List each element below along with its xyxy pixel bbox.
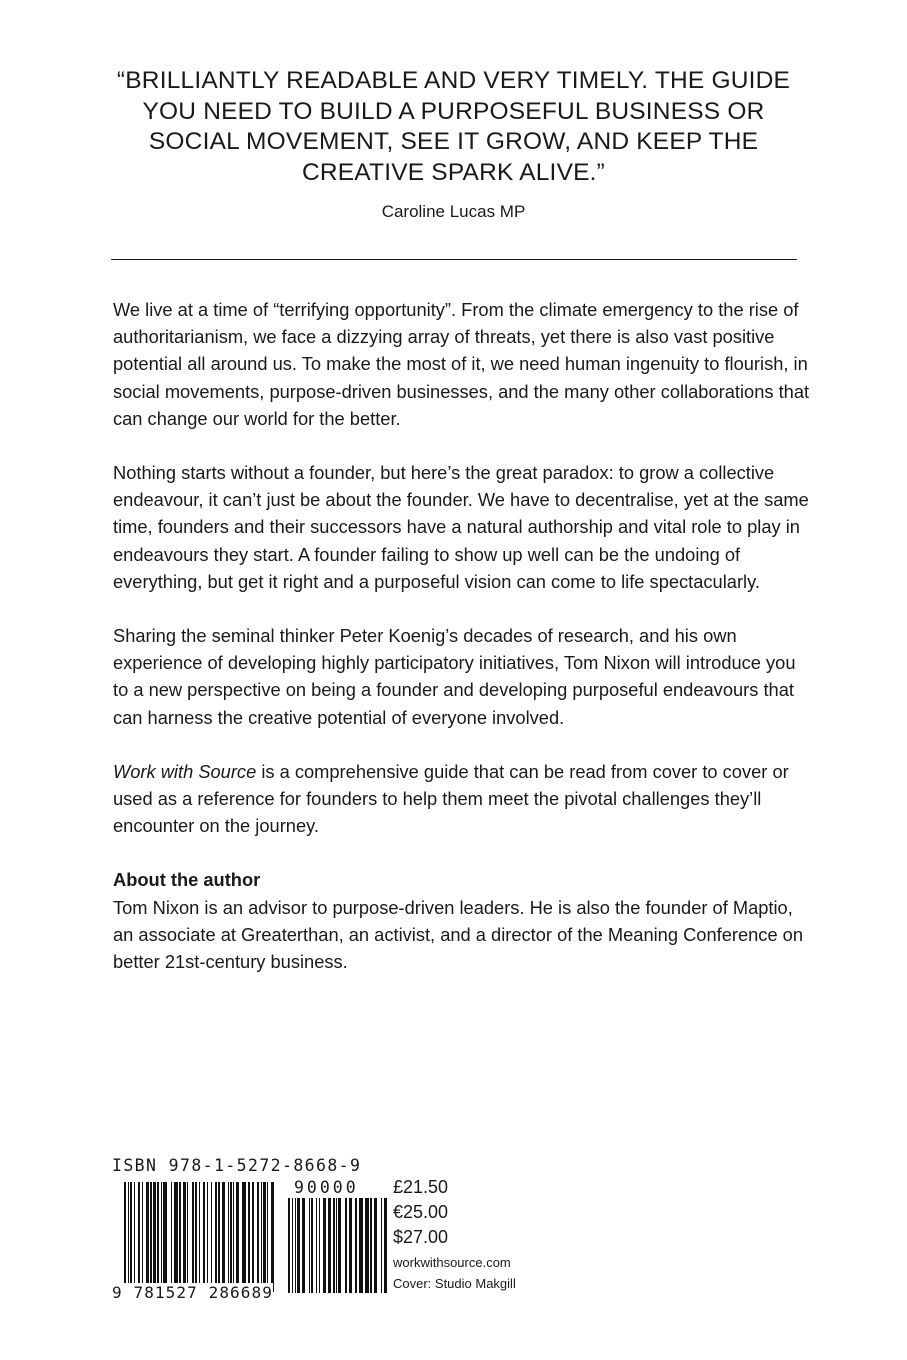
barcode-bar bbox=[161, 1182, 162, 1292]
barcode-bar bbox=[153, 1182, 156, 1292]
barcode-bar bbox=[271, 1182, 274, 1292]
barcode-bar bbox=[311, 1198, 313, 1293]
barcode-bar bbox=[150, 1182, 152, 1292]
barcode-bar bbox=[138, 1182, 140, 1292]
barcode-bar bbox=[142, 1182, 143, 1292]
barcode-bar bbox=[267, 1182, 268, 1292]
barcode-bar bbox=[230, 1182, 232, 1292]
barcode-bar bbox=[333, 1198, 335, 1293]
barcode-bar bbox=[199, 1182, 200, 1292]
blurb-paragraph-4 bbox=[113, 758, 813, 840]
barcode-bar bbox=[157, 1182, 159, 1292]
barcode-bar bbox=[236, 1182, 239, 1292]
ean-digits: 9 781527 286689 bbox=[112, 1283, 273, 1302]
blurb-paragraph-3: Sharing the seminal thinker Peter Koenig’s decades of research, and his own experience of developing highly participatory initiatives, Tom Nixon will introduce you to a new perspective on being a founder and developing purposeful endeavours that can harness the creative potential of everyone involved. bbox=[113, 625, 796, 728]
blurb-paragraph-4-text: is a comprehensive guide that can be read from cover to cover or used as a reference for founders to help them meet the pivotal challenges they’ll encounter on the journey. bbox=[113, 760, 789, 837]
barcode-bar bbox=[263, 1182, 266, 1292]
barcode-bar bbox=[134, 1182, 135, 1292]
barcode-bar bbox=[179, 1182, 181, 1292]
barcode-bar bbox=[328, 1198, 331, 1293]
price-gbp: £21.50 bbox=[393, 1177, 449, 1197]
barcode-bar bbox=[295, 1198, 296, 1293]
quote-line: “BRILLIANTLY READABLE AND VERY TIMELY. THE GUIDE bbox=[116, 67, 791, 94]
quote-line: SOCIAL MOVEMENT, SEE IT GROW, AND KEEP THE bbox=[148, 128, 759, 155]
website-text: workwithsource.com bbox=[393, 1255, 511, 1270]
publication-meta bbox=[393, 1252, 516, 1294]
cover-credit: Cover: Studio Makgill bbox=[393, 1276, 516, 1291]
barcode-bar bbox=[215, 1182, 217, 1292]
price-usd: $27.00 bbox=[393, 1227, 449, 1247]
barcode-bar bbox=[355, 1198, 357, 1293]
barcode-bar bbox=[222, 1182, 225, 1292]
barcode-bar bbox=[228, 1182, 229, 1292]
barcode-bar bbox=[195, 1182, 197, 1292]
barcode-bar bbox=[323, 1198, 326, 1293]
barcode-bar bbox=[370, 1198, 372, 1293]
barcode-bar bbox=[316, 1198, 317, 1293]
barcode-bar bbox=[261, 1182, 262, 1292]
barcode-bar bbox=[309, 1198, 310, 1293]
quote-line: CREATIVE SPARK ALIVE.” bbox=[301, 158, 606, 186]
barcode-bar bbox=[365, 1198, 369, 1293]
barcode-bar bbox=[124, 1182, 126, 1292]
barcode-bar bbox=[218, 1182, 220, 1292]
barcode-bar bbox=[203, 1182, 205, 1292]
prices bbox=[393, 1175, 448, 1250]
barcode-bar bbox=[319, 1198, 320, 1293]
barcode-bar bbox=[252, 1182, 254, 1292]
barcode-bar bbox=[374, 1198, 377, 1293]
about-author-text: Tom Nixon is an advisor to purpose-driven leaders. He is also the founder of Maptio, an associate at Greaterthan, an activist, and a director of the Meaning Conference on better 21st-century business. bbox=[113, 896, 804, 973]
barcode-bar bbox=[174, 1182, 178, 1292]
blurb bbox=[113, 296, 813, 975]
barcode-bar bbox=[257, 1182, 259, 1292]
isbn-barcode bbox=[112, 1156, 392, 1306]
price-eur: €25.00 bbox=[393, 1202, 449, 1222]
divider bbox=[111, 259, 797, 260]
barcode-bar bbox=[211, 1182, 212, 1292]
barcode-bar bbox=[302, 1198, 305, 1293]
barcode-bar bbox=[146, 1182, 149, 1292]
barcode-bar bbox=[349, 1198, 352, 1293]
barcode-bar bbox=[384, 1198, 387, 1293]
quote-line: YOU NEED TO BUILD A PURPOSEFUL BUSINESS OR bbox=[142, 97, 765, 125]
barcode-bar bbox=[297, 1198, 300, 1293]
barcode-bar bbox=[292, 1198, 293, 1293]
blurb-paragraph-2: Nothing starts without a founder, but here’s the great paradox: to grow a collective endeavour, it can’t just be about the founder. We have to decentralise, yet at the same time, founders and their successors have a natural authorship and vital role to play in endeavours they start. A founder failing to show up well can be the undoing of everything, but get it right and a purposeful vision can come to life spectacularly. bbox=[113, 462, 809, 592]
barcode-bar bbox=[207, 1182, 208, 1292]
barcode-bar bbox=[248, 1182, 250, 1292]
endorsement-quote bbox=[100, 66, 807, 188]
barcode-bar bbox=[242, 1182, 246, 1292]
quote-attribution: Caroline Lucas MP bbox=[381, 202, 526, 221]
barcode-bar bbox=[338, 1198, 341, 1293]
barcode-bar bbox=[183, 1182, 186, 1292]
barcode-bar bbox=[345, 1198, 347, 1293]
addon-digits: 90000 bbox=[294, 1178, 359, 1197]
barcode-bar bbox=[359, 1198, 363, 1293]
barcode-bar bbox=[233, 1182, 234, 1292]
barcode-bar bbox=[288, 1198, 290, 1293]
barcode-bar bbox=[381, 1198, 382, 1293]
barcode-bar bbox=[192, 1182, 194, 1292]
barcode-bar bbox=[163, 1182, 167, 1292]
isbn-number: ISBN 978-1-5272-8668-9 bbox=[112, 1156, 362, 1175]
barcode-bar bbox=[187, 1182, 188, 1292]
barcode-bar bbox=[130, 1182, 132, 1292]
blurb-paragraph-1: We live at a time of “terrifying opportunity”. From the climate emergency to the rise of authoritarianism, we face a dizzying array of threats, yet there is also vast positive potential all around us. To make the most of it, we need human ingenuity to flourish, in social movements, purpose-driven businesses, and the many other collaborations that can change our world for the better. bbox=[113, 299, 810, 429]
book-title: Work with Source bbox=[113, 760, 257, 782]
barcode-bar bbox=[171, 1182, 172, 1292]
barcode-bar bbox=[128, 1182, 129, 1292]
about-author-heading: About the author bbox=[113, 869, 261, 891]
barcode-bar bbox=[336, 1198, 337, 1293]
